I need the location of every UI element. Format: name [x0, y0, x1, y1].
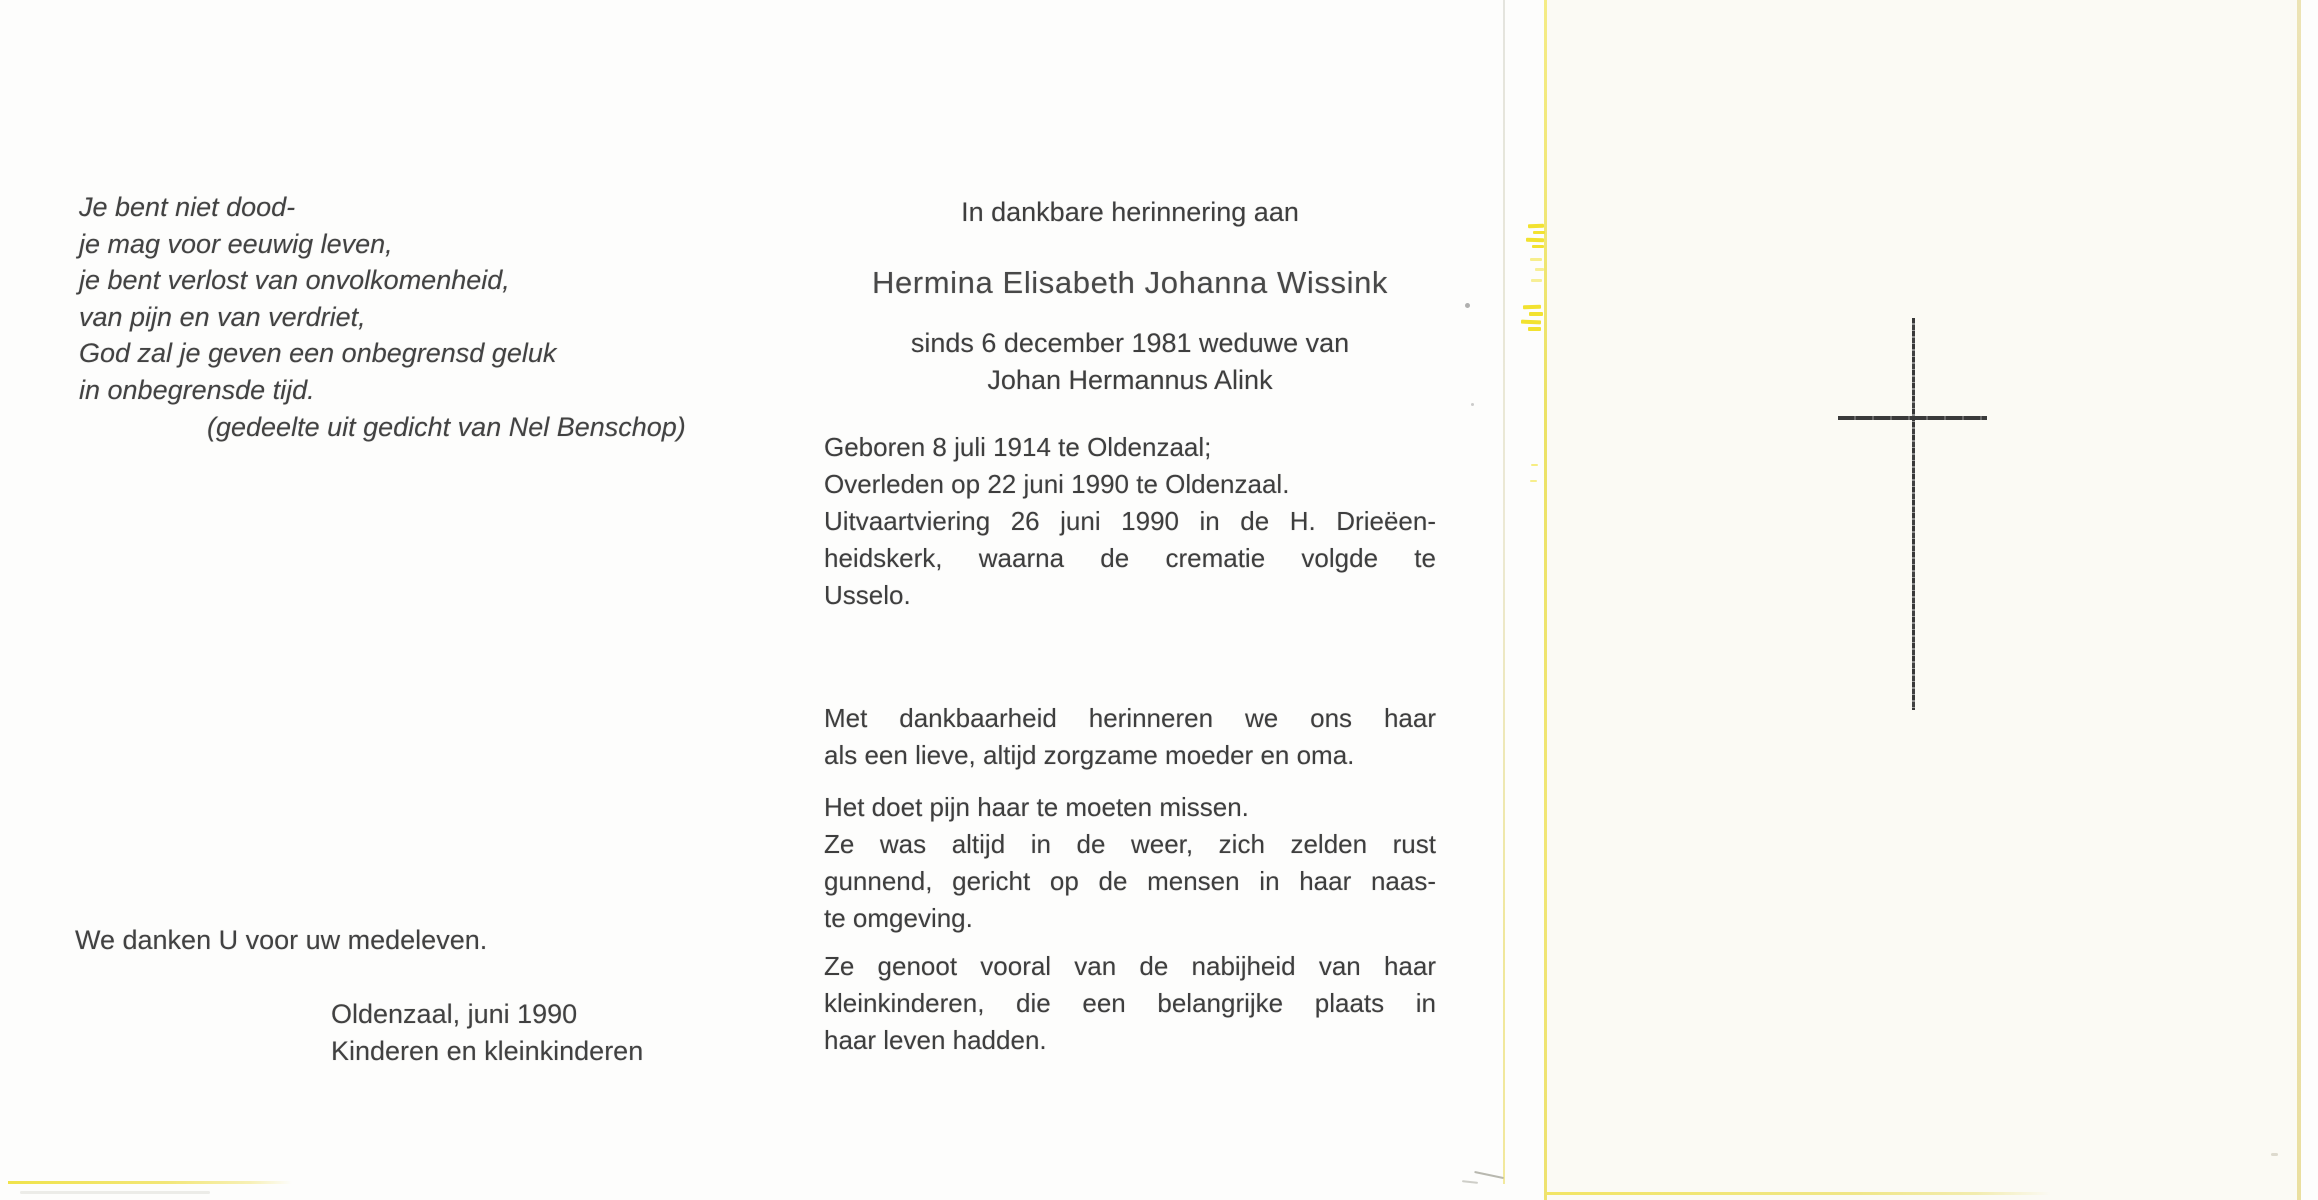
highlighter-mark [1530, 258, 1542, 261]
poem-line: in onbegrensde tijd. [79, 374, 315, 405]
bio-line: Overleden op 22 juni 1990 te Oldenzaal. [824, 469, 1290, 499]
memory-paragraph-2 [824, 789, 1436, 937]
poem-line: God zal je geven een onbegrensd geluk [79, 338, 557, 369]
poem-attribution: (gedeelte uit gedicht van Nel Benschop) [207, 411, 686, 442]
highlighter-mark [1526, 238, 1544, 243]
poem-line: je bent verlost van onvolkomenheid, [79, 265, 510, 296]
bio-paragraph [824, 429, 1436, 614]
memory-paragraph-3 [824, 948, 1436, 1059]
thanks-line: We danken U voor uw medeleven. [75, 925, 488, 955]
closing-signed-by: Kinderen en kleinkinderen [331, 1035, 644, 1066]
cross-vertical-bar [1912, 318, 1915, 710]
scan-speck [1465, 303, 1470, 308]
left-page-bottom-edge [8, 1181, 292, 1184]
highlighter-mark [1530, 480, 1537, 482]
memory-line: Met dankbaarheid herinneren we ons haar [824, 703, 1436, 733]
intro-line: In dankbare herinnering aan [961, 197, 1299, 227]
cross-horizontal-bar [1838, 416, 1987, 420]
memorial-text-column [824, 194, 1436, 1059]
scan-speck [1471, 403, 1474, 406]
highlighter-mark [1535, 268, 1544, 271]
highlighter-mark [1521, 320, 1541, 325]
highlighter-mark [1523, 305, 1541, 310]
bio-line: Uitvaartviering 26 juni 1990 in de H. Drieëen- [824, 506, 1436, 536]
highlighter-mark [1529, 312, 1543, 316]
bio-line: Usselo. [824, 580, 911, 610]
memory-line: kleinkinderen, die een belangrijke plaats in [824, 988, 1436, 1018]
memory-line: als een lieve, altijd zorgzame moeder en oma. [824, 740, 1355, 770]
poem-line: Je bent niet dood- [79, 192, 296, 222]
deceased-name: Hermina Elisabeth Johanna Wissink [871, 265, 1389, 300]
closing-block [331, 996, 643, 1069]
highlighter-mark [1533, 231, 1545, 234]
widow-block [824, 325, 1436, 399]
pencil-mark [1462, 1180, 1478, 1184]
widow-line: Johan Hermannus Alink [987, 365, 1273, 395]
poem-line: je mag voor eeuwig leven, [79, 228, 393, 259]
highlighter-mark [1528, 224, 1544, 229]
memory-line: Ze genoot vooral van de nabijheid van haar [824, 951, 1436, 981]
highlighter-mark [1532, 245, 1544, 248]
scan-smear [20, 1191, 210, 1194]
poem-line: van pijn en van verdriet, [79, 301, 366, 332]
poem [79, 189, 686, 445]
highlighter-mark [1531, 464, 1538, 466]
fold-line [1544, 0, 1547, 1200]
memory-line: Ze was altijd in de weer, zich zelden rust [824, 829, 1436, 859]
widow-line: sinds 6 december 1981 weduwe van [910, 328, 1350, 358]
memory-paragraph-1 [824, 700, 1436, 774]
bio-line: heidskerk, waarna de crematie volgde te [824, 543, 1436, 573]
right-page [1545, 0, 2300, 1200]
memory-line: gunnend, gericht op de mensen in haar naas- [824, 866, 1436, 896]
closing-place-date: Oldenzaal, juni 1990 [331, 999, 578, 1029]
memory-line: te omgeving. [824, 903, 973, 933]
right-page-bottom-edge [1546, 1192, 2051, 1195]
memory-line: Het doet pijn haar te moeten missen. [824, 792, 1249, 822]
bio-line: Geboren 8 juli 1914 te Oldenzaal; [824, 432, 1212, 462]
memory-line: haar leven hadden. [824, 1025, 1047, 1055]
scan-speck [2271, 1153, 2278, 1156]
right-page-right-edge [2297, 0, 2301, 1200]
highlighter-mark [1531, 279, 1542, 282]
pencil-mark [1474, 1171, 1504, 1179]
left-page-right-edge [1503, 0, 1505, 1184]
highlighter-mark [1528, 327, 1541, 331]
